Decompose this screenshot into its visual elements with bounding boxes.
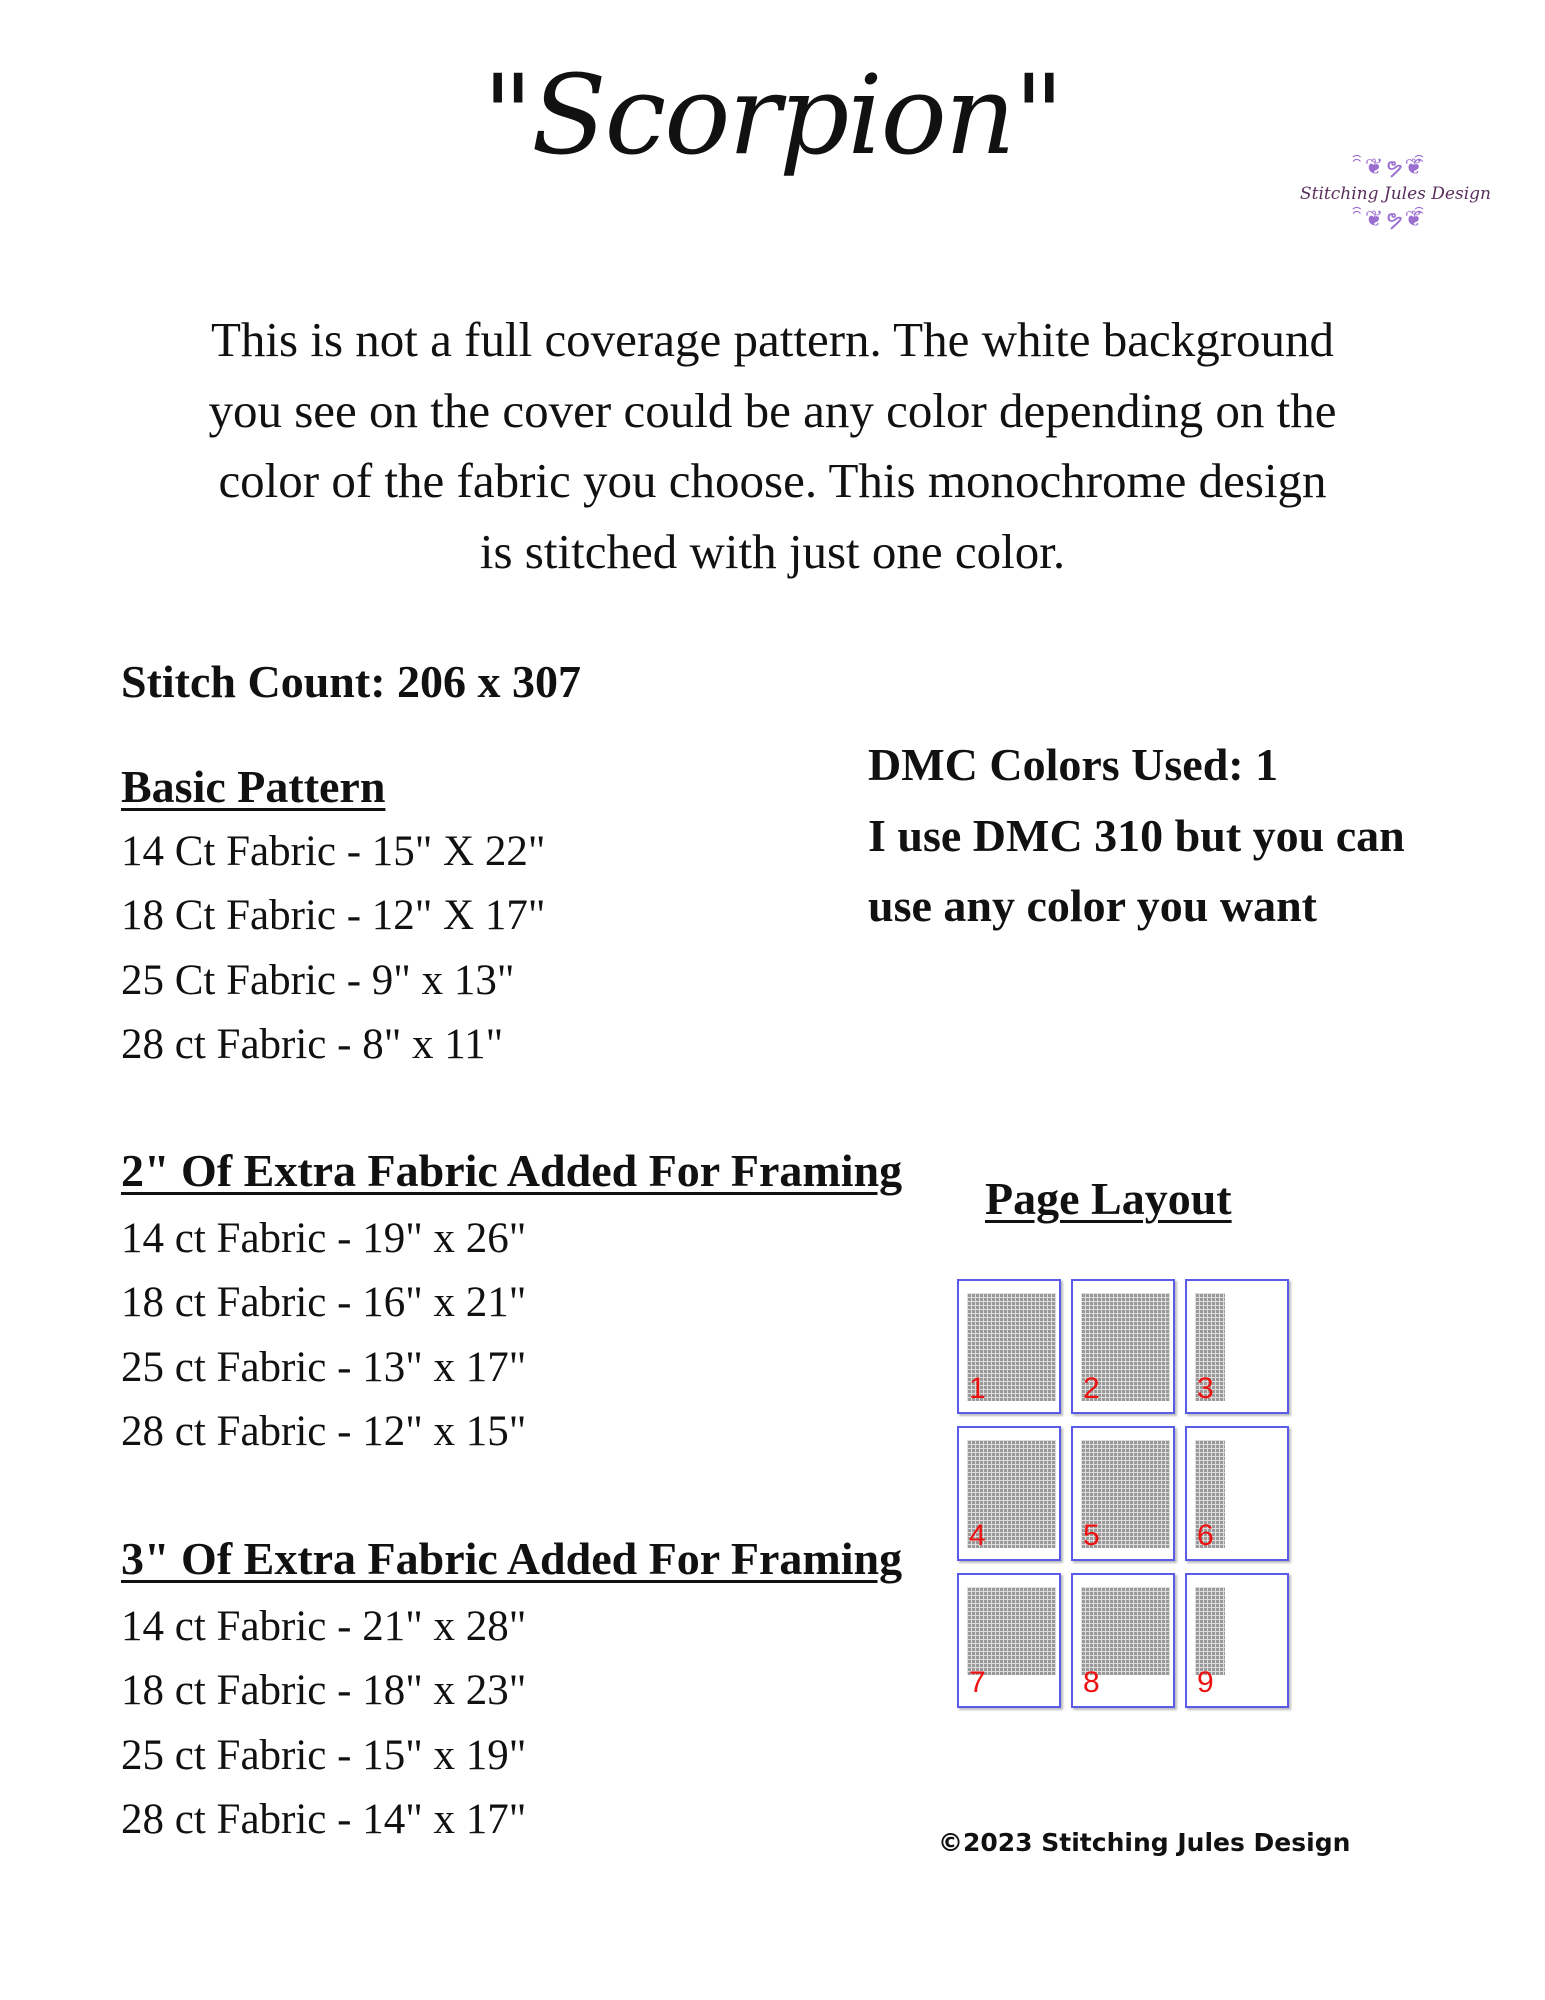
dmc-line: use any color you want [868, 880, 1317, 931]
page-title: "Scorpion" [482, 51, 1063, 179]
brand-logo [1300, 155, 1490, 260]
page-number: 6 [1197, 1519, 1214, 1552]
page-number: 9 [1197, 1666, 1214, 1699]
page-number: 7 [969, 1666, 986, 1699]
basic-pattern-heading: Basic Pattern [121, 761, 386, 812]
page-thumbnail [1071, 1573, 1175, 1708]
chart-grid-preview [967, 1587, 1056, 1675]
extra-2in-heading: 2" Of Extra Fabric Added For Framing [121, 1145, 903, 1196]
extra-2in-list [121, 1207, 526, 1464]
list-item: 25 ct Fabric - 15" x 19" [121, 1731, 527, 1779]
page-number: 2 [1083, 1372, 1100, 1405]
copyright: ©2023 Stitching Jules Design [938, 1828, 1351, 1857]
page-number: 1 [969, 1372, 986, 1405]
list-item: 18 Ct Fabric - 12" X 17" [121, 892, 546, 940]
page-number: 8 [1083, 1666, 1100, 1699]
list-item: 28 ct Fabric - 8" x 11" [121, 1020, 504, 1068]
page-thumbnail [957, 1279, 1061, 1414]
extra-3in-heading: 3" Of Extra Fabric Added For Framing [121, 1533, 903, 1584]
extra-3in-list [121, 1595, 526, 1852]
list-item: 18 ct Fabric - 18" x 23" [121, 1667, 527, 1715]
page-layout-heading: Page Layout [985, 1173, 1232, 1224]
page-layout-grid [957, 1279, 1307, 1719]
chart-grid-preview [1081, 1587, 1170, 1675]
list-item: 28 ct Fabric - 14" x 17" [121, 1795, 527, 1843]
page-thumbnail [1185, 1279, 1289, 1414]
intro-line: is stitched with just one color. [479, 523, 1066, 579]
intro-line: you see on the cover could be any color depending on the [208, 382, 1337, 438]
dmc-colors-info [868, 730, 1405, 942]
list-item: 14 ct Fabric - 21" x 28" [121, 1603, 527, 1650]
list-item: 14 ct Fabric - 19" x 26" [121, 1215, 527, 1262]
list-item: 25 ct Fabric - 13" x 17" [121, 1343, 527, 1391]
page-number: 4 [969, 1519, 986, 1552]
list-item: 14 Ct Fabric - 15" X 22" [121, 828, 546, 875]
logo-text: Stitching Jules Design [1300, 184, 1491, 204]
basic-pattern-list [121, 820, 545, 1077]
list-item: 28 ct Fabric - 12" x 15" [121, 1407, 527, 1455]
page-thumbnail [957, 1573, 1061, 1708]
page-number: 3 [1197, 1372, 1214, 1405]
swirl-ornament-icon: ꩰ❦ຯ❦ꩰ [1362, 207, 1428, 232]
intro-line: color of the fabric you choose. This monochrome design [218, 453, 1327, 508]
intro-line: This is not a full coverage pattern. The white background [210, 312, 1335, 367]
intro-paragraph [150, 305, 1395, 587]
page-thumbnail [957, 1426, 1061, 1561]
page-thumbnail [1071, 1279, 1175, 1414]
page-thumbnail [1185, 1573, 1289, 1708]
page-thumbnail [1071, 1426, 1175, 1561]
dmc-line: DMC Colors Used: 1 [868, 739, 1279, 790]
swirl-ornament-icon: ꩰ❦ຯ❦ꩰ [1362, 155, 1428, 180]
stitch-count: Stitch Count: 206 x 307 [121, 656, 582, 707]
page-number: 5 [1083, 1519, 1100, 1552]
list-item: 18 ct Fabric - 16" x 21" [121, 1279, 527, 1327]
page-thumbnail [1185, 1426, 1289, 1561]
chart-grid-preview [1195, 1587, 1225, 1675]
list-item: 25 Ct Fabric - 9" x 13" [121, 956, 515, 1004]
dmc-line: I use DMC 310 but you can [868, 809, 1405, 861]
